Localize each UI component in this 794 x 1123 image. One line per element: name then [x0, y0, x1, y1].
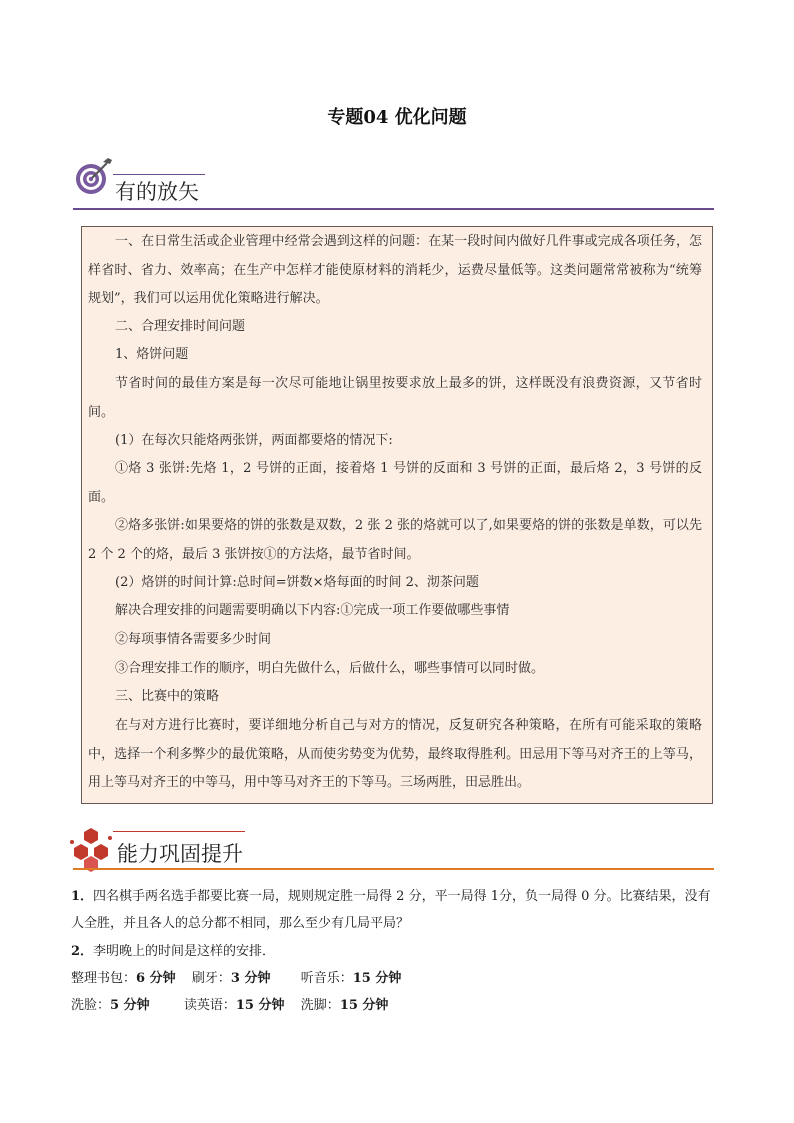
section-divider [73, 868, 714, 870]
schedule-value: 15 分钟 [235, 998, 285, 1013]
target-icon [73, 157, 113, 197]
schedule-row [71, 965, 719, 992]
box-paragraph: (2）烙饼的时间计算:总时间=饼数×烙每面的时间 2、沏茶问题 [115, 575, 479, 590]
schedule-value: 15 分钟 [339, 998, 389, 1013]
schedule-label: 洗脸： [71, 998, 111, 1013]
question-1 [71, 883, 719, 937]
schedule-row [71, 992, 719, 1019]
schedule-label: 洗脚： [300, 998, 340, 1013]
box-paragraph: ②每项事情各需要多少时间 [115, 632, 272, 647]
question-number: 2． [71, 944, 94, 959]
box-paragraph: 解决合理安排的问题需要明确以下内容:①完成一项工作要做哪些事情 [115, 603, 510, 618]
page-title: 专题04 优化问题 [327, 107, 467, 128]
box-paragraph: 在与对方进行比赛时，要详细地分析自己与对方的情况，反复研究各种策略，在所有可能采取的策略中，选择一个利多弊少的最优策略，从而使劣势变为优势，最终取得胜利。田忌用下等马对齐王的上等马，用上等马对齐王的中等马，用中等马对齐王的下等马。三场两胜，田忌胜出。 [88, 718, 702, 790]
schedule-label: 读英语： [183, 998, 236, 1013]
box-paragraph: 1、烙饼问题 [115, 347, 189, 362]
schedule-value: 5 分钟 [110, 998, 150, 1013]
question-text: 四名棋手两名选手都要比赛一局，规则规定胜一局得 2 分，平一局得 1分，负一局得 0 分。比赛结果，没有人全胜，并且各人的总分都不相同，那么至少有几局平局？ [71, 889, 711, 931]
question-number: 1． [71, 889, 94, 904]
box-paragraph: 节省时间的最佳方案是每一次尽可能地让锅里按要求放上最多的饼，这样既没有浪费资源，又节省时间。 [88, 376, 702, 420]
section-divider [73, 208, 714, 210]
schedule-label: 整理书包： [71, 971, 137, 986]
section-heading: 能力巩固提升 [117, 842, 243, 866]
question-2 [71, 938, 719, 965]
schedule-value: 6 分钟 [136, 971, 176, 986]
section-top-rule [113, 174, 205, 175]
section-top-rule [113, 831, 245, 832]
box-paragraph: ①烙 3 张饼:先烙 1，2 号饼的正面，接着烙 1 号饼的反面和 3 号饼的正面，最后烙 2，3 号饼的反面。 [88, 461, 702, 505]
schedule-label: 刷牙： [191, 971, 231, 986]
section-heading: 有的放矢 [115, 180, 199, 204]
schedule-label: 听音乐： [300, 971, 353, 986]
question-text: 李明晚上的时间是这样的安排． [93, 944, 276, 959]
box-paragraph: 一、在日常生活或企业管理中经常会遇到这样的问题：在某一段时间内做好几件事或完成各项任务，怎样省时、省力、效率高；在生产中怎样才能使原材料的消耗少，运费尽量低等。这类问题常常被称为“统筹规划”，我们可以运用优化策略进行解决。 [88, 234, 702, 306]
box-paragraph: ③合理安排工作的顺序，明白先做什么，后做什么，哪些事情可以同时做。 [115, 661, 545, 676]
box-paragraph: 三、比赛中的策略 [115, 689, 220, 704]
schedule-value: 15 分钟 [352, 971, 402, 986]
box-paragraph: (1）在每次只能烙两张饼，两面都要烙的情况下: [115, 433, 393, 448]
box-paragraph: 二、合理安排时间问题 [115, 319, 246, 334]
box-paragraph: ②烙多张饼:如果要烙的饼的张数是双数，2 张 2 张的烙就可以了,如果要烙的饼的张数是单数，可以先 2 个 2 个的烙，最后 3 张饼按①的方法烙，最节省时间。 [88, 518, 702, 562]
schedule-value: 3 分钟 [230, 971, 271, 986]
hexagon-molecule-icon [69, 826, 113, 872]
